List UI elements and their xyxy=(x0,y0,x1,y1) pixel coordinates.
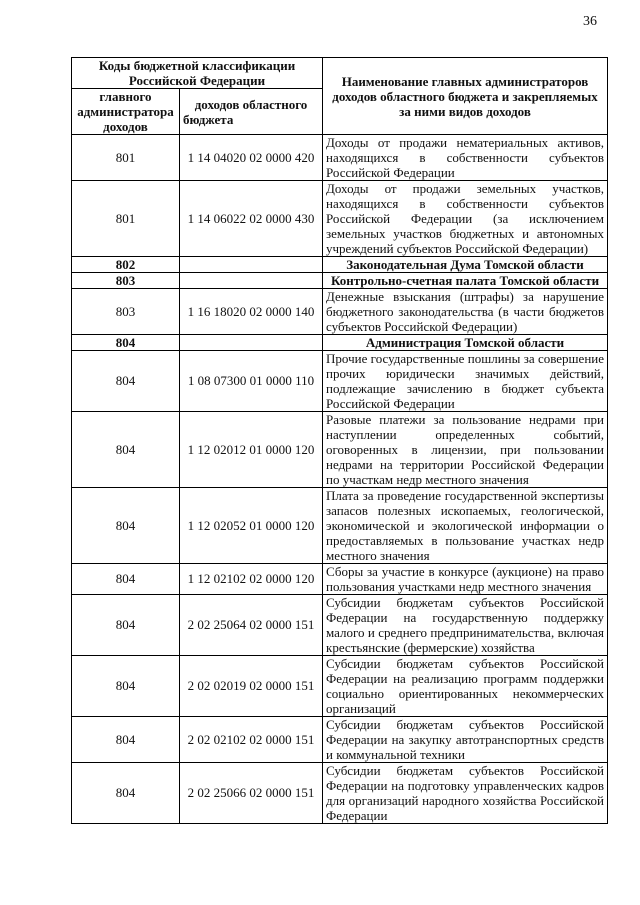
table-row xyxy=(72,717,608,763)
income-code: 1 12 02052 01 0000 120 xyxy=(180,488,323,564)
section-admin-code: 804 xyxy=(72,335,180,351)
admin-code: 804 xyxy=(72,564,180,595)
income-code: 2 02 02019 02 0000 151 xyxy=(180,656,323,717)
income-code: 1 14 06022 02 0000 430 xyxy=(180,181,323,257)
income-code: 2 02 25064 02 0000 151 xyxy=(180,595,323,656)
income-description: Сборы за участие в конкурсе (аукционе) на право пользования участками недр местного значения xyxy=(323,564,608,595)
admin-code: 801 xyxy=(72,181,180,257)
admin-code: 801 xyxy=(72,135,180,181)
admin-code: 803 xyxy=(72,289,180,335)
header-codes-title: Коды бюджетной классификации Российской Федерации xyxy=(72,58,323,89)
income-description: Плата за проведение государственной экспертизы запасов полезных ископаемых, геологической, экономической и экологической информации о предоставляемых в пользование участках недр местного значения xyxy=(323,488,608,564)
budget-classification-table xyxy=(71,57,608,824)
income-description: Разовые платежи за пользование недрами при наступлении определенных событий, оговоренных в лицензии, при пользовании недрами на территории Российской Федерации по участкам недр местного значения xyxy=(323,412,608,488)
table-row xyxy=(72,135,608,181)
section-row xyxy=(72,273,608,289)
income-code: 1 16 18020 02 0000 140 xyxy=(180,289,323,335)
table-body xyxy=(72,135,608,824)
income-code: 1 12 02012 01 0000 120 xyxy=(180,412,323,488)
table-row xyxy=(72,656,608,717)
table-row xyxy=(72,564,608,595)
header-main-administrator: главного администратора доходов xyxy=(72,89,180,135)
income-code: 1 14 04020 02 0000 420 xyxy=(180,135,323,181)
admin-code: 804 xyxy=(72,351,180,412)
table-row xyxy=(72,595,608,656)
admin-code: 804 xyxy=(72,717,180,763)
header-income-code: доходов областного бюджета xyxy=(180,89,323,135)
income-description: Субсидии бюджетам субъектов Российской Федерации на подготовку управленческих кадров для организаций народного хозяйства Российской Федерации xyxy=(323,763,608,824)
page-number: 36 xyxy=(583,14,597,29)
table-row xyxy=(72,488,608,564)
admin-code: 804 xyxy=(72,595,180,656)
section-row xyxy=(72,335,608,351)
admin-code: 804 xyxy=(72,656,180,717)
section-administrator-name: Администрация Томской области xyxy=(323,335,608,351)
admin-code: 804 xyxy=(72,763,180,824)
income-description: Прочие государственные пошлины за совершение прочих юридически значимых действий, подлежащие зачислению в бюджет субъекта Российской Федерации xyxy=(323,351,608,412)
table-row xyxy=(72,181,608,257)
table-row xyxy=(72,763,608,824)
section-administrator-name: Контрольно-счетная палата Томской области xyxy=(323,273,608,289)
section-income-code-empty xyxy=(180,335,323,351)
income-description: Субсидии бюджетам субъектов Российской Федерации на реализацию программ поддержки социально ориентированных некоммерческих организаций xyxy=(323,656,608,717)
header-administrator-name: Наименование главных администраторов доходов областного бюджета и закрепляемых за ними видов доходов xyxy=(323,58,608,135)
income-code: 1 12 02102 02 0000 120 xyxy=(180,564,323,595)
income-description: Доходы от продажи нематериальных активов, находящихся в собственности субъектов Российской Федерации xyxy=(323,135,608,181)
section-row xyxy=(72,257,608,273)
admin-code: 804 xyxy=(72,412,180,488)
income-description: Субсидии бюджетам субъектов Российской Федерации на государственную поддержку малого и среднего предпринимательства, включая крестьянские (фермерские) хозяйства xyxy=(323,595,608,656)
table-row xyxy=(72,412,608,488)
admin-code: 804 xyxy=(72,488,180,564)
income-code: 2 02 02102 02 0000 151 xyxy=(180,717,323,763)
table-row xyxy=(72,289,608,335)
income-description: Субсидии бюджетам субъектов Российской Федерации на закупку автотранспортных средств и коммунальной техники xyxy=(323,717,608,763)
section-admin-code: 802 xyxy=(72,257,180,273)
income-code: 1 08 07300 01 0000 110 xyxy=(180,351,323,412)
section-administrator-name: Законодательная Дума Томской области xyxy=(323,257,608,273)
income-description: Доходы от продажи земельных участков, находящихся в собственности субъектов Российской Федерации (за исключением земельных участков бюджетных и автономных учреждений субъектов Российской Федерации) xyxy=(323,181,608,257)
section-admin-code: 803 xyxy=(72,273,180,289)
income-code: 2 02 25066 02 0000 151 xyxy=(180,763,323,824)
section-income-code-empty xyxy=(180,257,323,273)
section-income-code-empty xyxy=(180,273,323,289)
income-description: Денежные взыскания (штрафы) за нарушение бюджетного законодательства (в части бюджетов субъектов Российской Федерации) xyxy=(323,289,608,335)
table-row xyxy=(72,351,608,412)
